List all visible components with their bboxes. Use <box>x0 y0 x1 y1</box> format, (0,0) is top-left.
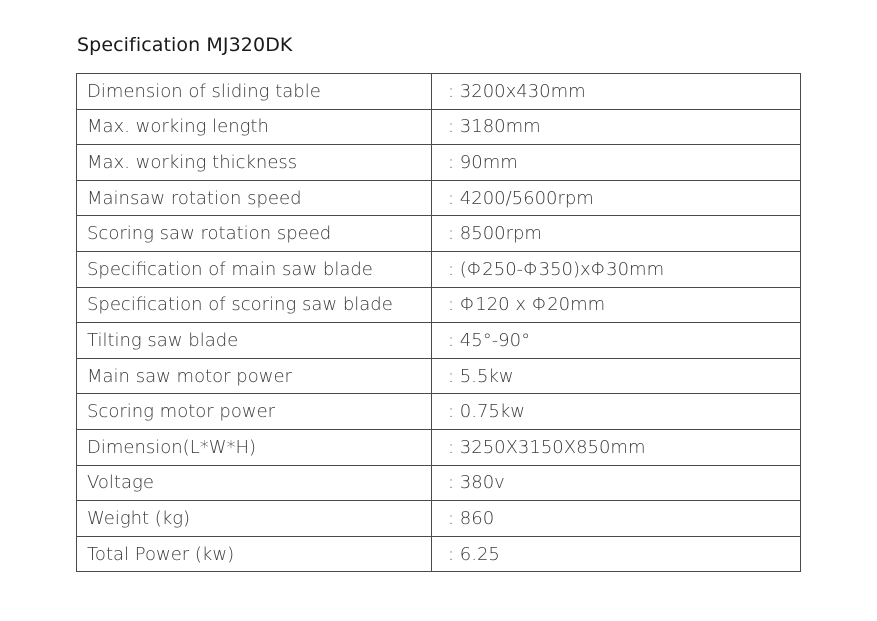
spec-value: : 860 <box>432 501 801 537</box>
spec-label: Specification of scoring saw blade <box>77 287 432 323</box>
spec-value: : 45°-90° <box>432 323 801 359</box>
spec-value: : 380v <box>432 465 801 501</box>
table-row <box>77 216 801 252</box>
spec-label: Weight (kg) <box>77 501 432 537</box>
spec-value: : 5.5kw <box>432 358 801 394</box>
spec-label: Max. working length <box>77 109 432 145</box>
table-row <box>77 180 801 216</box>
table-row <box>77 429 801 465</box>
spec-label: Scoring motor power <box>77 394 432 430</box>
spec-value: : 3200x430mm <box>432 74 801 110</box>
table-row <box>77 536 801 572</box>
table-row <box>77 251 801 287</box>
spec-label: Mainsaw rotation speed <box>77 180 432 216</box>
table-row <box>77 501 801 537</box>
spec-value: : 6.25 <box>432 536 801 572</box>
spec-value: : 3180mm <box>432 109 801 145</box>
table-row <box>77 109 801 145</box>
specification-table <box>76 73 801 572</box>
table-row <box>77 145 801 181</box>
page-title: Specification MJ320DK <box>77 34 293 56</box>
spec-label: Max. working thickness <box>77 145 432 181</box>
spec-label: Voltage <box>77 465 432 501</box>
table-row <box>77 287 801 323</box>
table-row <box>77 323 801 359</box>
spec-label: Scoring saw rotation speed <box>77 216 432 252</box>
spec-value: : 8500rpm <box>432 216 801 252</box>
spec-label: Main saw motor power <box>77 358 432 394</box>
spec-label: Dimension(L*W*H) <box>77 429 432 465</box>
spec-value: : 3250X3150X850mm <box>432 429 801 465</box>
spec-value: : 4200/5600rpm <box>432 180 801 216</box>
spec-value: : Φ120 x Φ20mm <box>432 287 801 323</box>
spec-value: : (Φ250-Φ350)xΦ30mm <box>432 251 801 287</box>
spec-label: Dimension of sliding table <box>77 74 432 110</box>
table-row <box>77 74 801 110</box>
spec-label: Total Power (kw) <box>77 536 432 572</box>
specification-table-body <box>77 74 801 572</box>
table-row <box>77 465 801 501</box>
spec-label: Tilting saw blade <box>77 323 432 359</box>
table-row <box>77 394 801 430</box>
spec-value: : 0.75kw <box>432 394 801 430</box>
table-row <box>77 358 801 394</box>
spec-label: Specification of main saw blade <box>77 251 432 287</box>
spec-value: : 90mm <box>432 145 801 181</box>
